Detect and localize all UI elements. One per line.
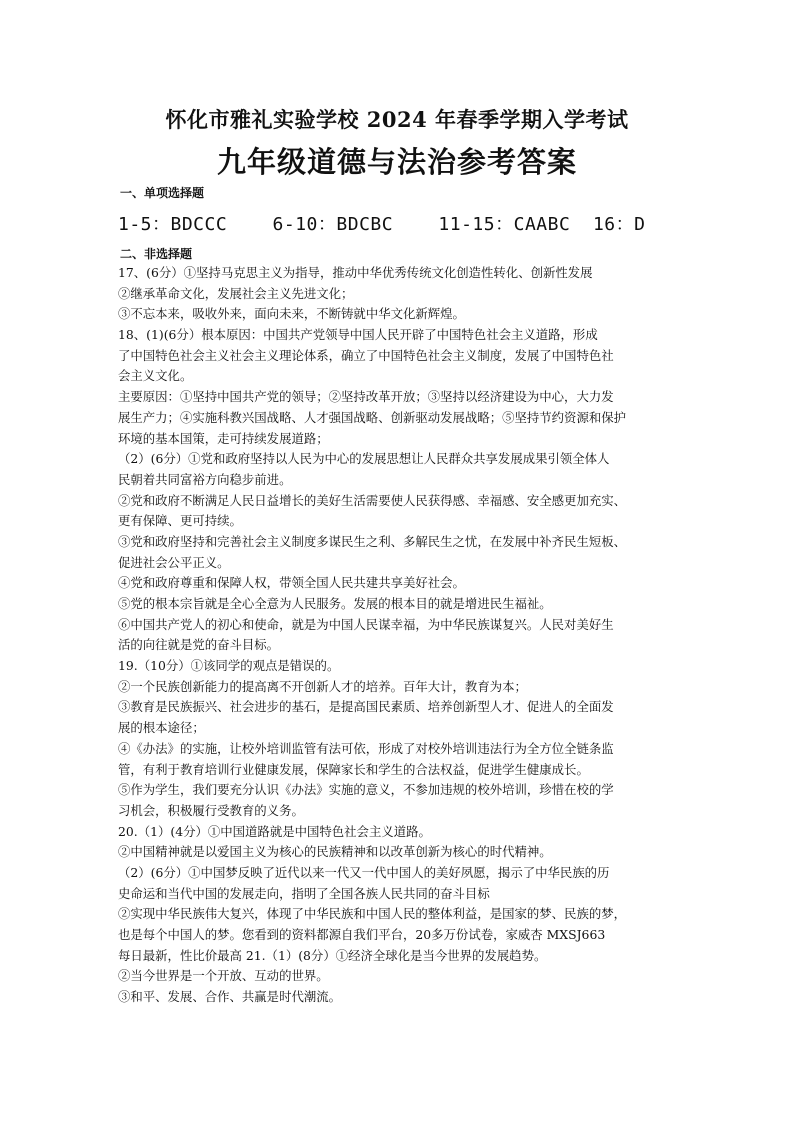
exam-title: 怀化市雅礼实验学校 2024 年春季学期入学考试 — [165, 107, 629, 132]
answer-line: ②中国精神就是以爱国主义为核心的民族精神和以改革创新为核心的时代精神。 — [118, 844, 552, 860]
answer-line: ⑥中国共产党人的初心和使命，就是为中国人民谋幸福，为中华民族谋复兴。人民对美好生 — [118, 616, 614, 632]
answer-line: 促进社会公平正义。 — [118, 554, 230, 570]
answer-line: ④《办法》的实施，让校外培训监管有法可依，形成了对校外培训违法行为全方位全链条监 — [118, 740, 614, 756]
answer-line: 环境的基本国策，走可持续发展道路； — [118, 430, 329, 446]
answer-line: ②一个民族创新能力的提高离不开创新人才的培养。百年大计，教育为本； — [118, 678, 527, 694]
answer-body — [118, 263, 688, 1008]
answer-line: 17、(6分）①坚持马克思主义为指导，推动中华优秀传统文化创造性转化、创新性发展 — [118, 265, 593, 280]
answer-line: ③教育是民族振兴、社会进步的基石，是提高国民素质、培养创新型人才、促进人的全面发 — [118, 699, 614, 715]
answer-line: ⑤党的根本宗旨就是全心全意为人民服务。发展的根本目的就是增进民生福祉。 — [118, 596, 552, 611]
section-heading-non-choice: 二、非选择题 — [120, 247, 193, 261]
answer-line: 20.（1）(4分）①中国道路就是中国特色社会主义道路。 — [118, 823, 431, 839]
answer-line: ③党和政府坚持和完善社会主义制度多谋民生之利、多解民生之忧，在发展中补齐民生短板、 — [118, 533, 627, 549]
answer-line: 19.（10分）①该同学的观点是错误的。 — [118, 658, 340, 674]
section-heading-multiple-choice: 一、单项选择题 — [120, 186, 205, 200]
answer-line: 每日最新，性比价最高 21.（1）(8分）①经济全球化是当今世界的发展趋势。 — [118, 947, 547, 963]
answer-line: ⑤作为学生，我们要充分认识《办法》实施的意义，不参加违规的校外培训，珍惜在校的学 — [118, 782, 614, 798]
answer-line: 也是每个中国人的梦。您看到的资料都源自我们平台，20多万份试卷，家威杏 MXSJ663 — [118, 927, 606, 942]
answer-line: ③和平、发展、合作、共赢是时代潮流。 — [118, 989, 342, 1005]
answer-line: 展生产力；④实施科教兴国战略、人才强国战略、创新驱动发展战略；⑤坚持节约资源和保护 — [118, 409, 627, 425]
answer-line: 主要原因：①坚持中国共产党的领导；②坚持改革开放；③坚持以经济建设为中心，大力发 — [118, 389, 614, 405]
answer-line: （2）(6分）①中国梦反映了近代以来一代又一代中国人的美好夙愿，揭示了中华民族的历 — [118, 864, 610, 880]
answer-line: 活的向往就是党的奋斗目标。 — [118, 637, 280, 653]
answer-line: 会主义文化。 — [118, 368, 193, 384]
answer-line: 18、(1)(6分）根本原因：中国共产党领导中国人民开辟了中国特色社会主义道路，形成 — [118, 327, 598, 343]
answer-line: 史命运和当代中国的发展走向，指明了全国各族人民共同的奋斗目标 — [118, 885, 490, 901]
answer-line: 更有保障、更可持续。 — [118, 513, 242, 529]
multiple-choice-answers: 1-5：BDCCC 6-10：BDCBC 11-15：CAABC 16：D — [118, 214, 646, 235]
answer-line: ②继承革命文化，发展社会主义先进文化； — [118, 285, 354, 301]
answer-line: ③不忘本来，吸收外来，面向未来，不断铸就中华文化新辉煌。 — [118, 306, 465, 322]
answer-line: 了中国特色社会主义社会主义理论体系，确立了中国特色社会主义制度，发展了中国特色社 — [118, 347, 614, 363]
answer-line: ②实现中华民族伟大复兴，体现了中华民族和中国人民的整体利益，是国家的梦、民族的梦， — [118, 906, 627, 922]
answer-line: （2）(6分）①党和政府坚持以人民为中心的发展思想让人民群众共享发展成果引领全体人 — [118, 451, 610, 467]
answer-line: 民朝着共同富裕方向稳步前进。 — [118, 471, 292, 487]
answer-key-title: 九年级道德与法治参考答案 — [216, 145, 577, 179]
answer-line: ②党和政府不断满足人民日益增长的美好生活需要使人民获得感、幸福感、安全感更加充实、 — [118, 492, 627, 508]
answer-line: 展的根本途径； — [118, 720, 205, 736]
answer-line: 管，有利于教育培训行业健康发展，保障家长和学生的合法权益，促进学生健康成长。 — [118, 761, 589, 777]
answer-line: ②当今世界是一个开放、互动的世界。 — [118, 968, 329, 984]
answer-line: 习机会，积极履行受教育的义务。 — [118, 802, 304, 818]
answer-line: ④党和政府尊重和保障人权，带领全国人民共建共享美好社会。 — [118, 575, 465, 591]
